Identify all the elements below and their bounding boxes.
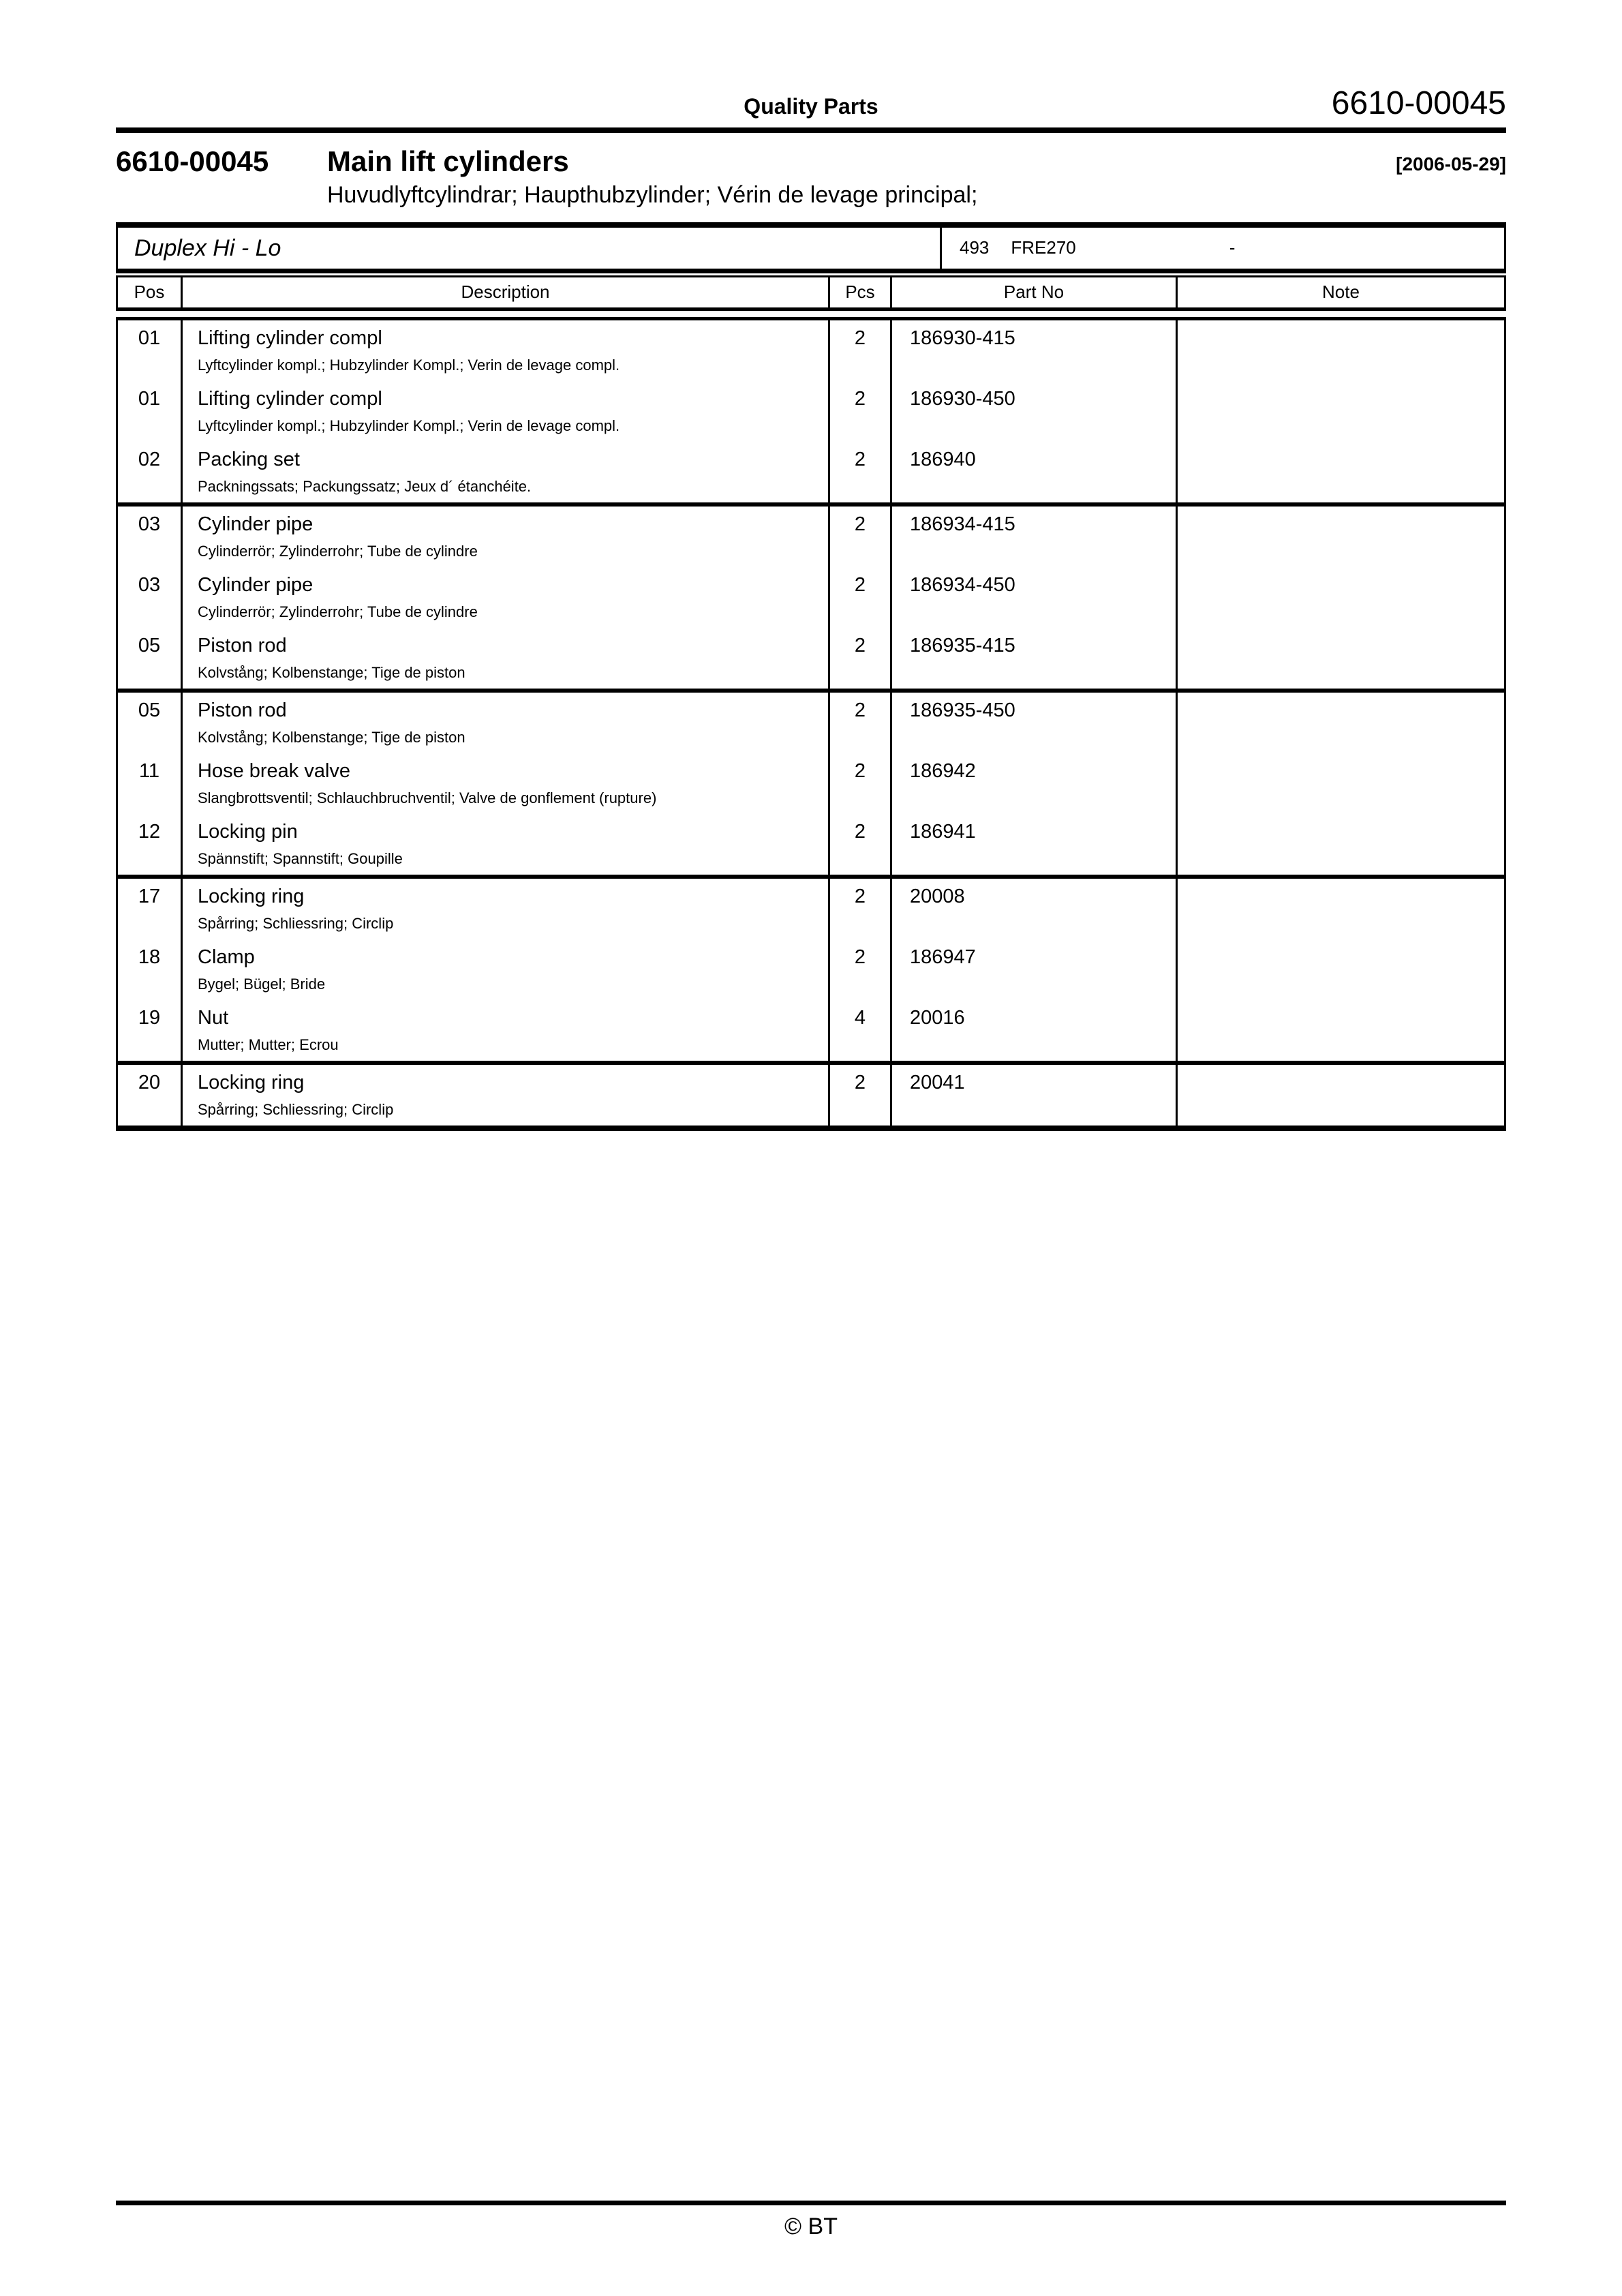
part-no-cell: 186934-450 xyxy=(892,567,1178,628)
description-cell xyxy=(183,753,830,814)
note-cell xyxy=(1178,567,1504,628)
column-header-part-no: Part No xyxy=(892,277,1178,307)
pos-cell: 20 xyxy=(118,1065,183,1126)
note-cell xyxy=(1178,693,1504,753)
description-translations: Slangbrottsventil; Schlauchbruchventil; Valve de gonflement (rupture) xyxy=(198,789,657,806)
note-cell xyxy=(1178,814,1504,875)
description-translations: Packningssats; Packungssatz; Jeux d´ étanchéite. xyxy=(198,477,532,495)
part-no-cell: 186941 xyxy=(892,814,1178,875)
note-cell xyxy=(1178,381,1504,442)
note-cell xyxy=(1178,442,1504,502)
description-main: Piston rod xyxy=(198,699,287,722)
parts-table xyxy=(116,317,1506,1131)
description-cell xyxy=(183,628,830,689)
part-no-cell: 186934-415 xyxy=(892,507,1178,567)
description-main: Locking pin xyxy=(198,821,298,843)
note-cell xyxy=(1178,320,1504,381)
pos-cell: 01 xyxy=(118,381,183,442)
description-cell xyxy=(183,1065,830,1126)
model-variant: FRE270 xyxy=(1011,237,1076,258)
pos-cell: 12 xyxy=(118,814,183,875)
table-column-header xyxy=(116,275,1506,311)
description-main: Clamp xyxy=(198,946,255,969)
description-translations: Kolvstång; Kolbenstange; Tige de piston xyxy=(198,663,465,681)
parts-row-group xyxy=(118,320,1504,507)
pcs-cell: 2 xyxy=(830,814,892,875)
part-no-cell: 20041 xyxy=(892,1065,1178,1126)
pcs-cell: 2 xyxy=(830,320,892,381)
table-row xyxy=(118,442,1504,502)
description-translations: Spårring; Schliessring; Circlip xyxy=(198,914,394,932)
page-footer xyxy=(116,2201,1506,2240)
note-cell xyxy=(1178,507,1504,567)
part-no-cell: 186935-450 xyxy=(892,693,1178,753)
parts-row-group xyxy=(118,507,1504,693)
column-header-pcs: Pcs xyxy=(830,277,892,307)
pos-cell: 01 xyxy=(118,320,183,381)
revision-date: [2006-05-29] xyxy=(1396,153,1506,175)
part-no-cell: 20016 xyxy=(892,1000,1178,1061)
description-cell xyxy=(183,939,830,1000)
note-cell xyxy=(1178,939,1504,1000)
description-main: Locking ring xyxy=(198,1072,305,1094)
description-translations: Cylinderrör; Zylinderrohr; Tube de cylindre xyxy=(198,542,478,560)
pos-cell: 05 xyxy=(118,693,183,753)
description-main: Hose break valve xyxy=(198,760,351,783)
column-header-description: Description xyxy=(183,277,830,307)
page-title-block xyxy=(116,145,1506,178)
page-content xyxy=(116,0,1506,1131)
part-no-cell: 186947 xyxy=(892,939,1178,1000)
table-row xyxy=(118,320,1504,381)
pcs-cell: 2 xyxy=(830,567,892,628)
table-row xyxy=(118,753,1504,814)
note-cell xyxy=(1178,879,1504,939)
pcs-cell: 2 xyxy=(830,693,892,753)
description-cell xyxy=(183,381,830,442)
description-translations: Bygel; Bügel; Bride xyxy=(198,975,326,993)
description-translations: Mutter; Mutter; Ecrou xyxy=(198,1036,339,1053)
table-row xyxy=(118,1000,1504,1061)
description-translations: Lyftcylinder kompl.; Hubzylinder Kompl.; Verin de levage compl. xyxy=(198,356,620,374)
table-row xyxy=(118,628,1504,689)
note-cell xyxy=(1178,753,1504,814)
description-main: Piston rod xyxy=(198,635,287,657)
part-no-cell: 186935-415 xyxy=(892,628,1178,689)
part-no-cell: 186942 xyxy=(892,753,1178,814)
part-no-cell: 186940 xyxy=(892,442,1178,502)
part-no-cell: 20008 xyxy=(892,879,1178,939)
table-row xyxy=(118,814,1504,875)
page-title: Main lift cylinders xyxy=(327,145,569,177)
model-code: 493 xyxy=(960,237,990,258)
description-cell xyxy=(183,320,830,381)
description-main: Lifting cylinder compl xyxy=(198,327,382,350)
pcs-cell: 2 xyxy=(830,628,892,689)
part-no-cell: 186930-415 xyxy=(892,320,1178,381)
table-row xyxy=(118,693,1504,753)
column-header-pos: Pos xyxy=(118,277,183,307)
description-cell xyxy=(183,507,830,567)
parts-row-group xyxy=(118,879,1504,1065)
pcs-cell: 2 xyxy=(830,1065,892,1126)
pos-cell: 03 xyxy=(118,567,183,628)
brand-title: Quality Parts xyxy=(744,94,878,119)
note-cell xyxy=(1178,1065,1504,1126)
description-main: Nut xyxy=(198,1007,229,1029)
description-main: Lifting cylinder compl xyxy=(198,388,382,410)
page-subtitle-translations: Huvudlyftcylindrar; Haupthubzylinder; Vérin de levage principal; xyxy=(327,182,978,209)
pcs-cell: 2 xyxy=(830,879,892,939)
pcs-cell: 2 xyxy=(830,507,892,567)
description-translations: Cylinderrör; Zylinderrohr; Tube de cylindre xyxy=(198,603,478,620)
description-cell xyxy=(183,693,830,753)
copyright-text: © BT xyxy=(784,2214,838,2239)
table-row xyxy=(118,567,1504,628)
note-cell xyxy=(1178,628,1504,689)
description-translations: Kolvstång; Kolbenstange; Tige de piston xyxy=(198,728,465,746)
model-note-dash: - xyxy=(1229,237,1236,258)
pos-cell: 19 xyxy=(118,1000,183,1061)
description-main: Locking ring xyxy=(198,886,305,908)
table-row xyxy=(118,507,1504,567)
description-main: Cylinder pipe xyxy=(198,513,313,536)
description-cell xyxy=(183,1000,830,1061)
table-row xyxy=(118,381,1504,442)
part-no-cell: 186930-450 xyxy=(892,381,1178,442)
parts-row-group xyxy=(118,693,1504,879)
description-main: Packing set xyxy=(198,449,300,471)
pos-cell: 17 xyxy=(118,879,183,939)
model-codes xyxy=(942,228,1504,269)
pos-cell: 02 xyxy=(118,442,183,502)
description-cell xyxy=(183,567,830,628)
pos-cell: 03 xyxy=(118,507,183,567)
pos-cell: 18 xyxy=(118,939,183,1000)
table-row xyxy=(118,879,1504,939)
parts-row-group xyxy=(118,1065,1504,1126)
table-row xyxy=(118,1065,1504,1126)
pos-cell: 11 xyxy=(118,753,183,814)
pcs-cell: 2 xyxy=(830,442,892,502)
table-row xyxy=(118,939,1504,1000)
description-translations: Spännstift; Spannstift; Goupille xyxy=(198,849,403,867)
description-cell xyxy=(183,814,830,875)
description-main: Cylinder pipe xyxy=(198,574,313,596)
pcs-cell: 2 xyxy=(830,939,892,1000)
description-cell xyxy=(183,442,830,502)
model-name: Duplex Hi - Lo xyxy=(118,228,942,269)
description-translations: Spårring; Schliessring; Circlip xyxy=(198,1100,394,1118)
pcs-cell: 2 xyxy=(830,381,892,442)
column-header-note: Note xyxy=(1322,282,1360,303)
doc-number-header: 6610-00045 xyxy=(1331,85,1506,121)
doc-number-title: 6610-00045 xyxy=(116,145,269,177)
pos-cell: 05 xyxy=(118,628,183,689)
pcs-cell: 2 xyxy=(830,753,892,814)
model-header-bar xyxy=(116,222,1506,273)
description-cell xyxy=(183,879,830,939)
description-translations: Lyftcylinder kompl.; Hubzylinder Kompl.; Verin de levage compl. xyxy=(198,417,620,434)
page-header xyxy=(116,0,1506,133)
note-cell xyxy=(1178,1000,1504,1061)
pcs-cell: 4 xyxy=(830,1000,892,1061)
